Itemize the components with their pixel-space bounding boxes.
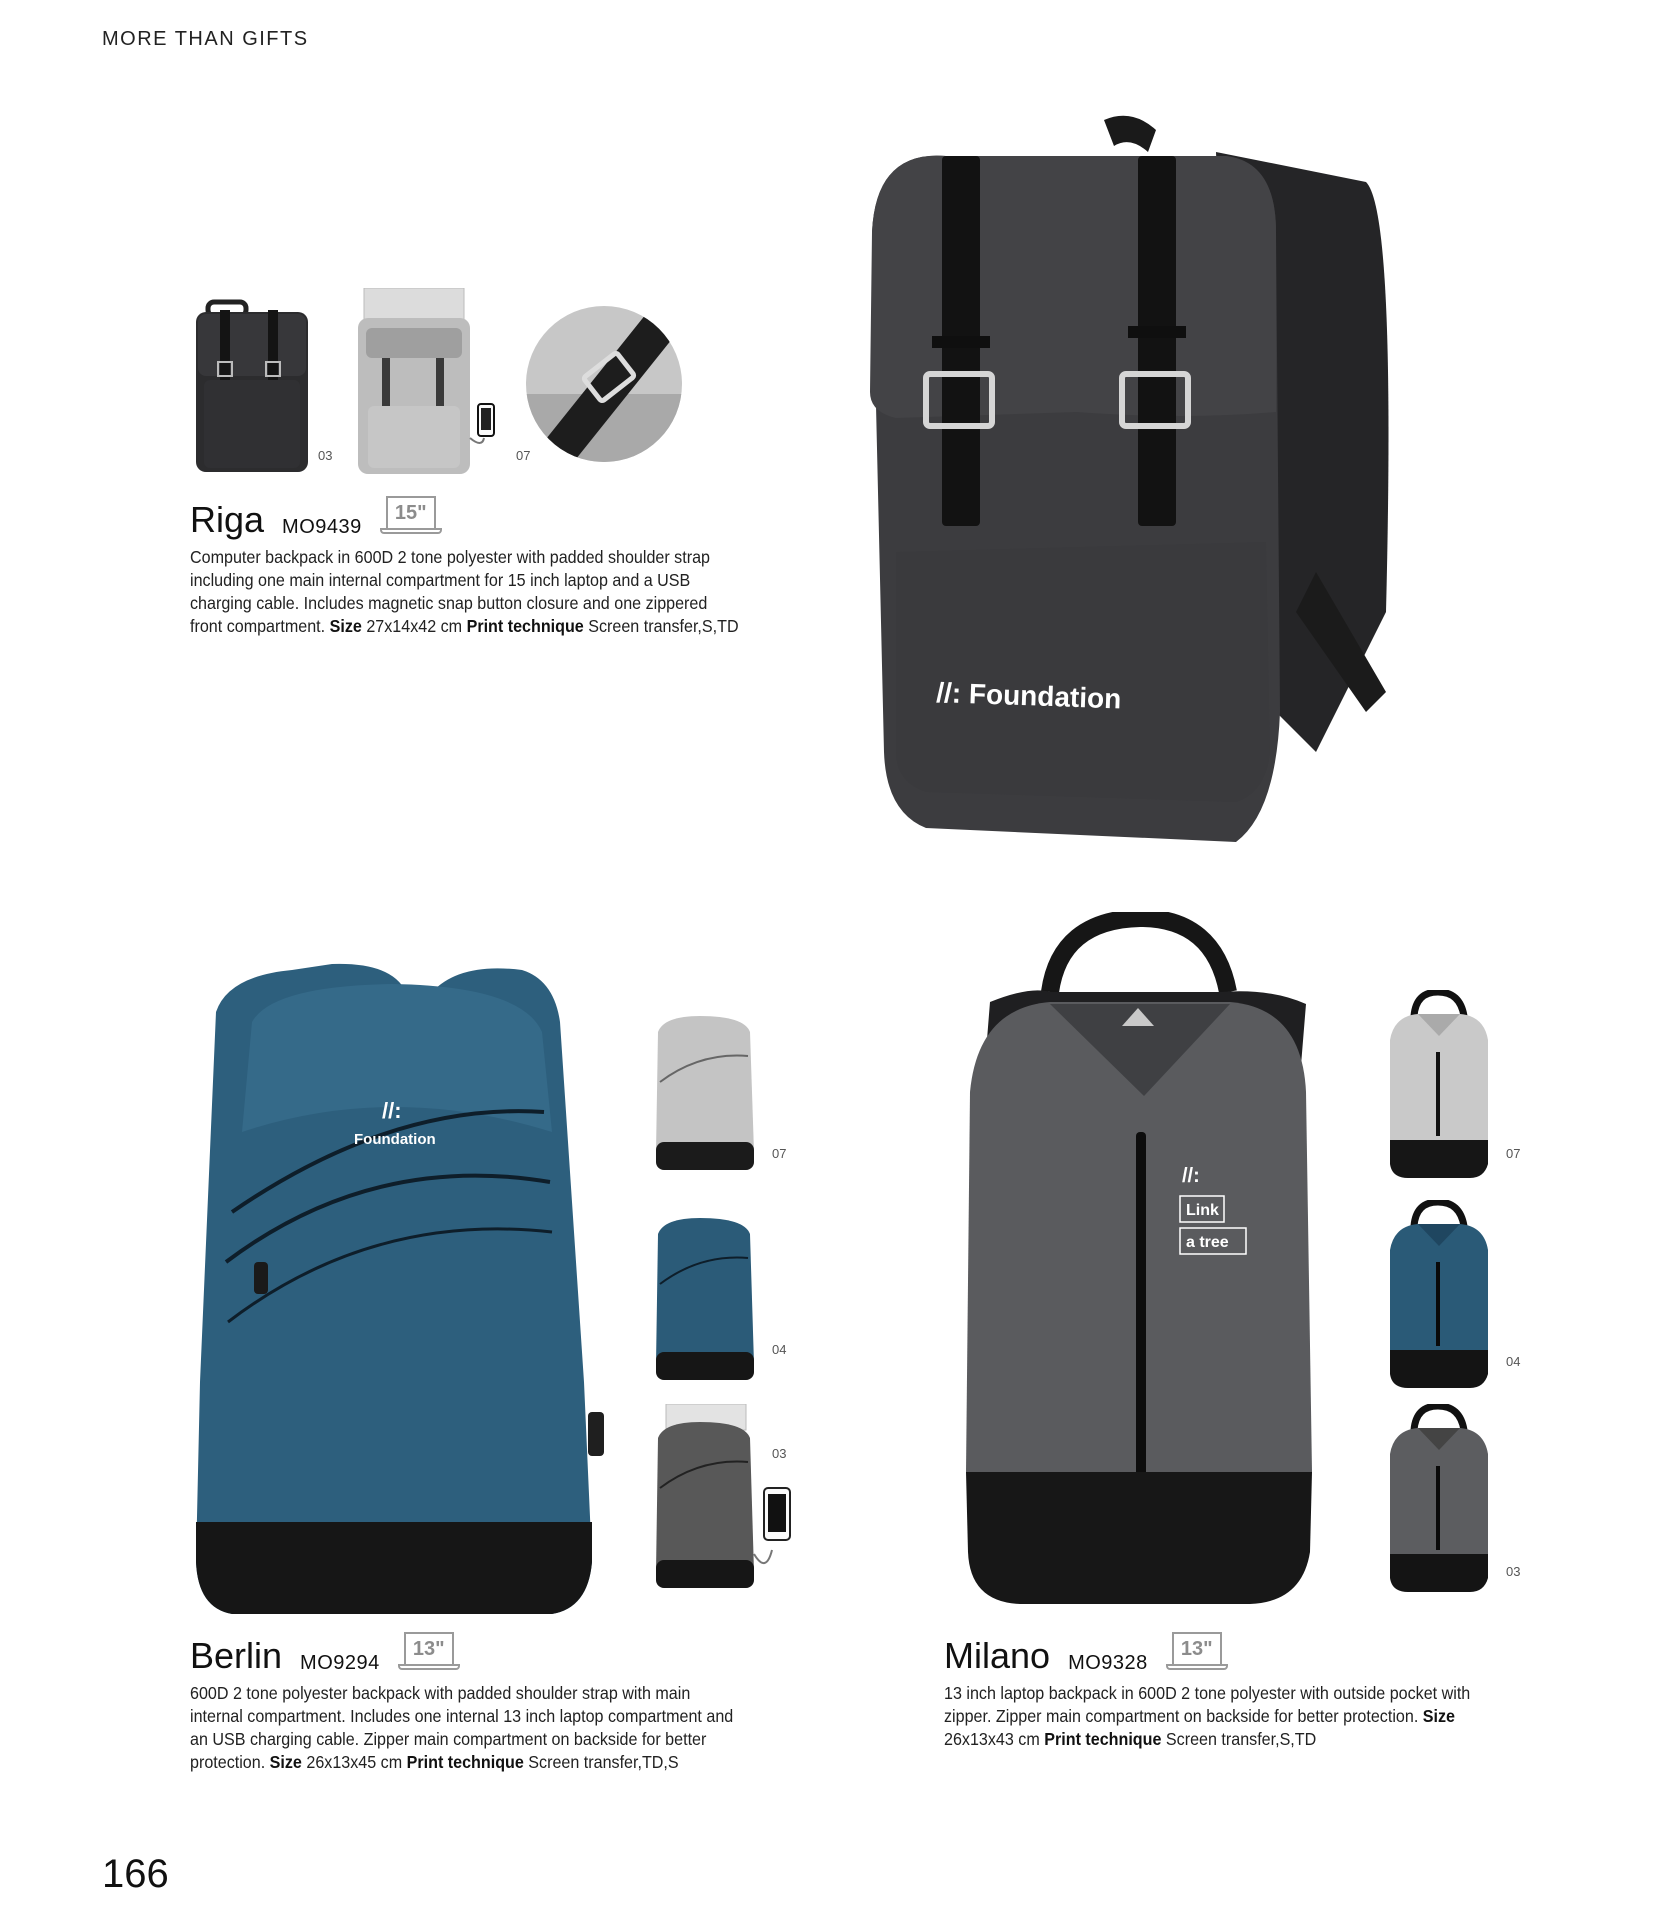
berlin-color-code: 07 xyxy=(772,1146,787,1161)
riga-bag-logo: //: Foundation xyxy=(935,677,1122,715)
print-technique-value: Screen transfer,TD,S xyxy=(528,1752,679,1772)
berlin-thumb-grey xyxy=(650,1012,760,1174)
product-description xyxy=(190,546,742,638)
riga-thumb-black xyxy=(190,296,320,476)
milano-title-row xyxy=(944,1632,1544,1674)
milano-logo-line2: a tree xyxy=(1186,1234,1229,1251)
milano-color-code: 03 xyxy=(1506,1564,1521,1579)
riga-buckle-detail xyxy=(524,304,684,464)
size-label: Size xyxy=(329,616,362,636)
laptop-size-icon xyxy=(1166,1632,1232,1674)
berlin-main-image xyxy=(192,962,612,1622)
size-value: 27x14x42 cm xyxy=(366,616,463,636)
size-label: Size xyxy=(269,1752,302,1772)
milano-color-code: 04 xyxy=(1506,1354,1521,1369)
product-code: MO9439 xyxy=(282,516,362,538)
print-technique-value: Screen transfer,S,TD xyxy=(588,616,739,636)
milano-thumb-grey xyxy=(1384,1404,1494,1594)
product-name: Milano xyxy=(944,1635,1051,1676)
berlin-thumb-dark xyxy=(650,1404,800,1594)
berlin-color-code: 03 xyxy=(772,1446,787,1461)
riga-main-image xyxy=(856,112,1436,852)
milano-logo-line1: Link xyxy=(1186,1202,1219,1219)
product-description xyxy=(190,1682,742,1774)
print-technique-label: Print technique xyxy=(406,1752,524,1772)
milano-logo-mark: //: xyxy=(1182,1165,1200,1187)
milano-color-code: 07 xyxy=(1506,1146,1521,1161)
riga-info xyxy=(190,496,790,638)
description-text: 13 inch laptop backpack in 600D 2 tone polyester with outside pocket with zipper. Zipper main compartment on backside for better protection. xyxy=(944,1683,1471,1726)
milano-info xyxy=(944,1632,1544,1751)
berlin-info xyxy=(190,1632,790,1774)
riga-color-code: 03 xyxy=(318,448,333,463)
riga-title-row xyxy=(190,496,790,538)
laptop-size-label: 15" xyxy=(386,496,436,528)
milano-main-image xyxy=(950,912,1330,1612)
berlin-title-row xyxy=(190,1632,790,1674)
catalog-header: MORE THAN GIFTS xyxy=(102,28,309,50)
berlin-thumb-blue xyxy=(650,1214,760,1384)
berlin-color-code: 04 xyxy=(772,1342,787,1357)
berlin-logo-mark: //: xyxy=(382,1098,402,1123)
product-name: Berlin xyxy=(190,1635,283,1676)
print-technique-value: Screen transfer,S,TD xyxy=(1165,1729,1317,1749)
berlin-logo-word: Foundation xyxy=(354,1131,436,1148)
size-value: 26x13x43 cm xyxy=(944,1729,1040,1749)
description-text: Computer backpack in 600D 2 tone polyester with padded shoulder strap including one main internal compartment for 15 inch laptop and a USB charging cable. Includes magnetic snap button closure and one zippered front compartment. xyxy=(190,547,710,636)
laptop-size-icon xyxy=(398,1632,464,1674)
product-name: Riga xyxy=(190,499,265,540)
riga-thumb-grey-open xyxy=(352,288,502,478)
product-code: MO9294 xyxy=(300,1652,380,1674)
page-number: 166 xyxy=(102,1852,169,1896)
milano-thumb-blue xyxy=(1384,1200,1494,1390)
description-text: 600D 2 tone polyester backpack with padded shoulder strap with main internal compartment. Includes one internal 13 inch laptop compartment and an USB charging cable. Zipper main compartment on backside for better protection. xyxy=(190,1683,734,1772)
laptop-size-label: 13" xyxy=(1172,1632,1222,1664)
size-value: 26x13x45 cm xyxy=(306,1752,403,1772)
print-technique-label: Print technique xyxy=(466,616,584,636)
laptop-size-label: 13" xyxy=(404,1632,454,1664)
milano-thumb-light xyxy=(1384,990,1494,1180)
print-technique-label: Print technique xyxy=(1044,1729,1162,1749)
size-label: Size xyxy=(1422,1706,1456,1726)
product-code: MO9328 xyxy=(1068,1652,1148,1674)
riga-color-code: 07 xyxy=(516,448,531,463)
product-description xyxy=(944,1682,1496,1751)
laptop-size-icon xyxy=(380,496,446,538)
